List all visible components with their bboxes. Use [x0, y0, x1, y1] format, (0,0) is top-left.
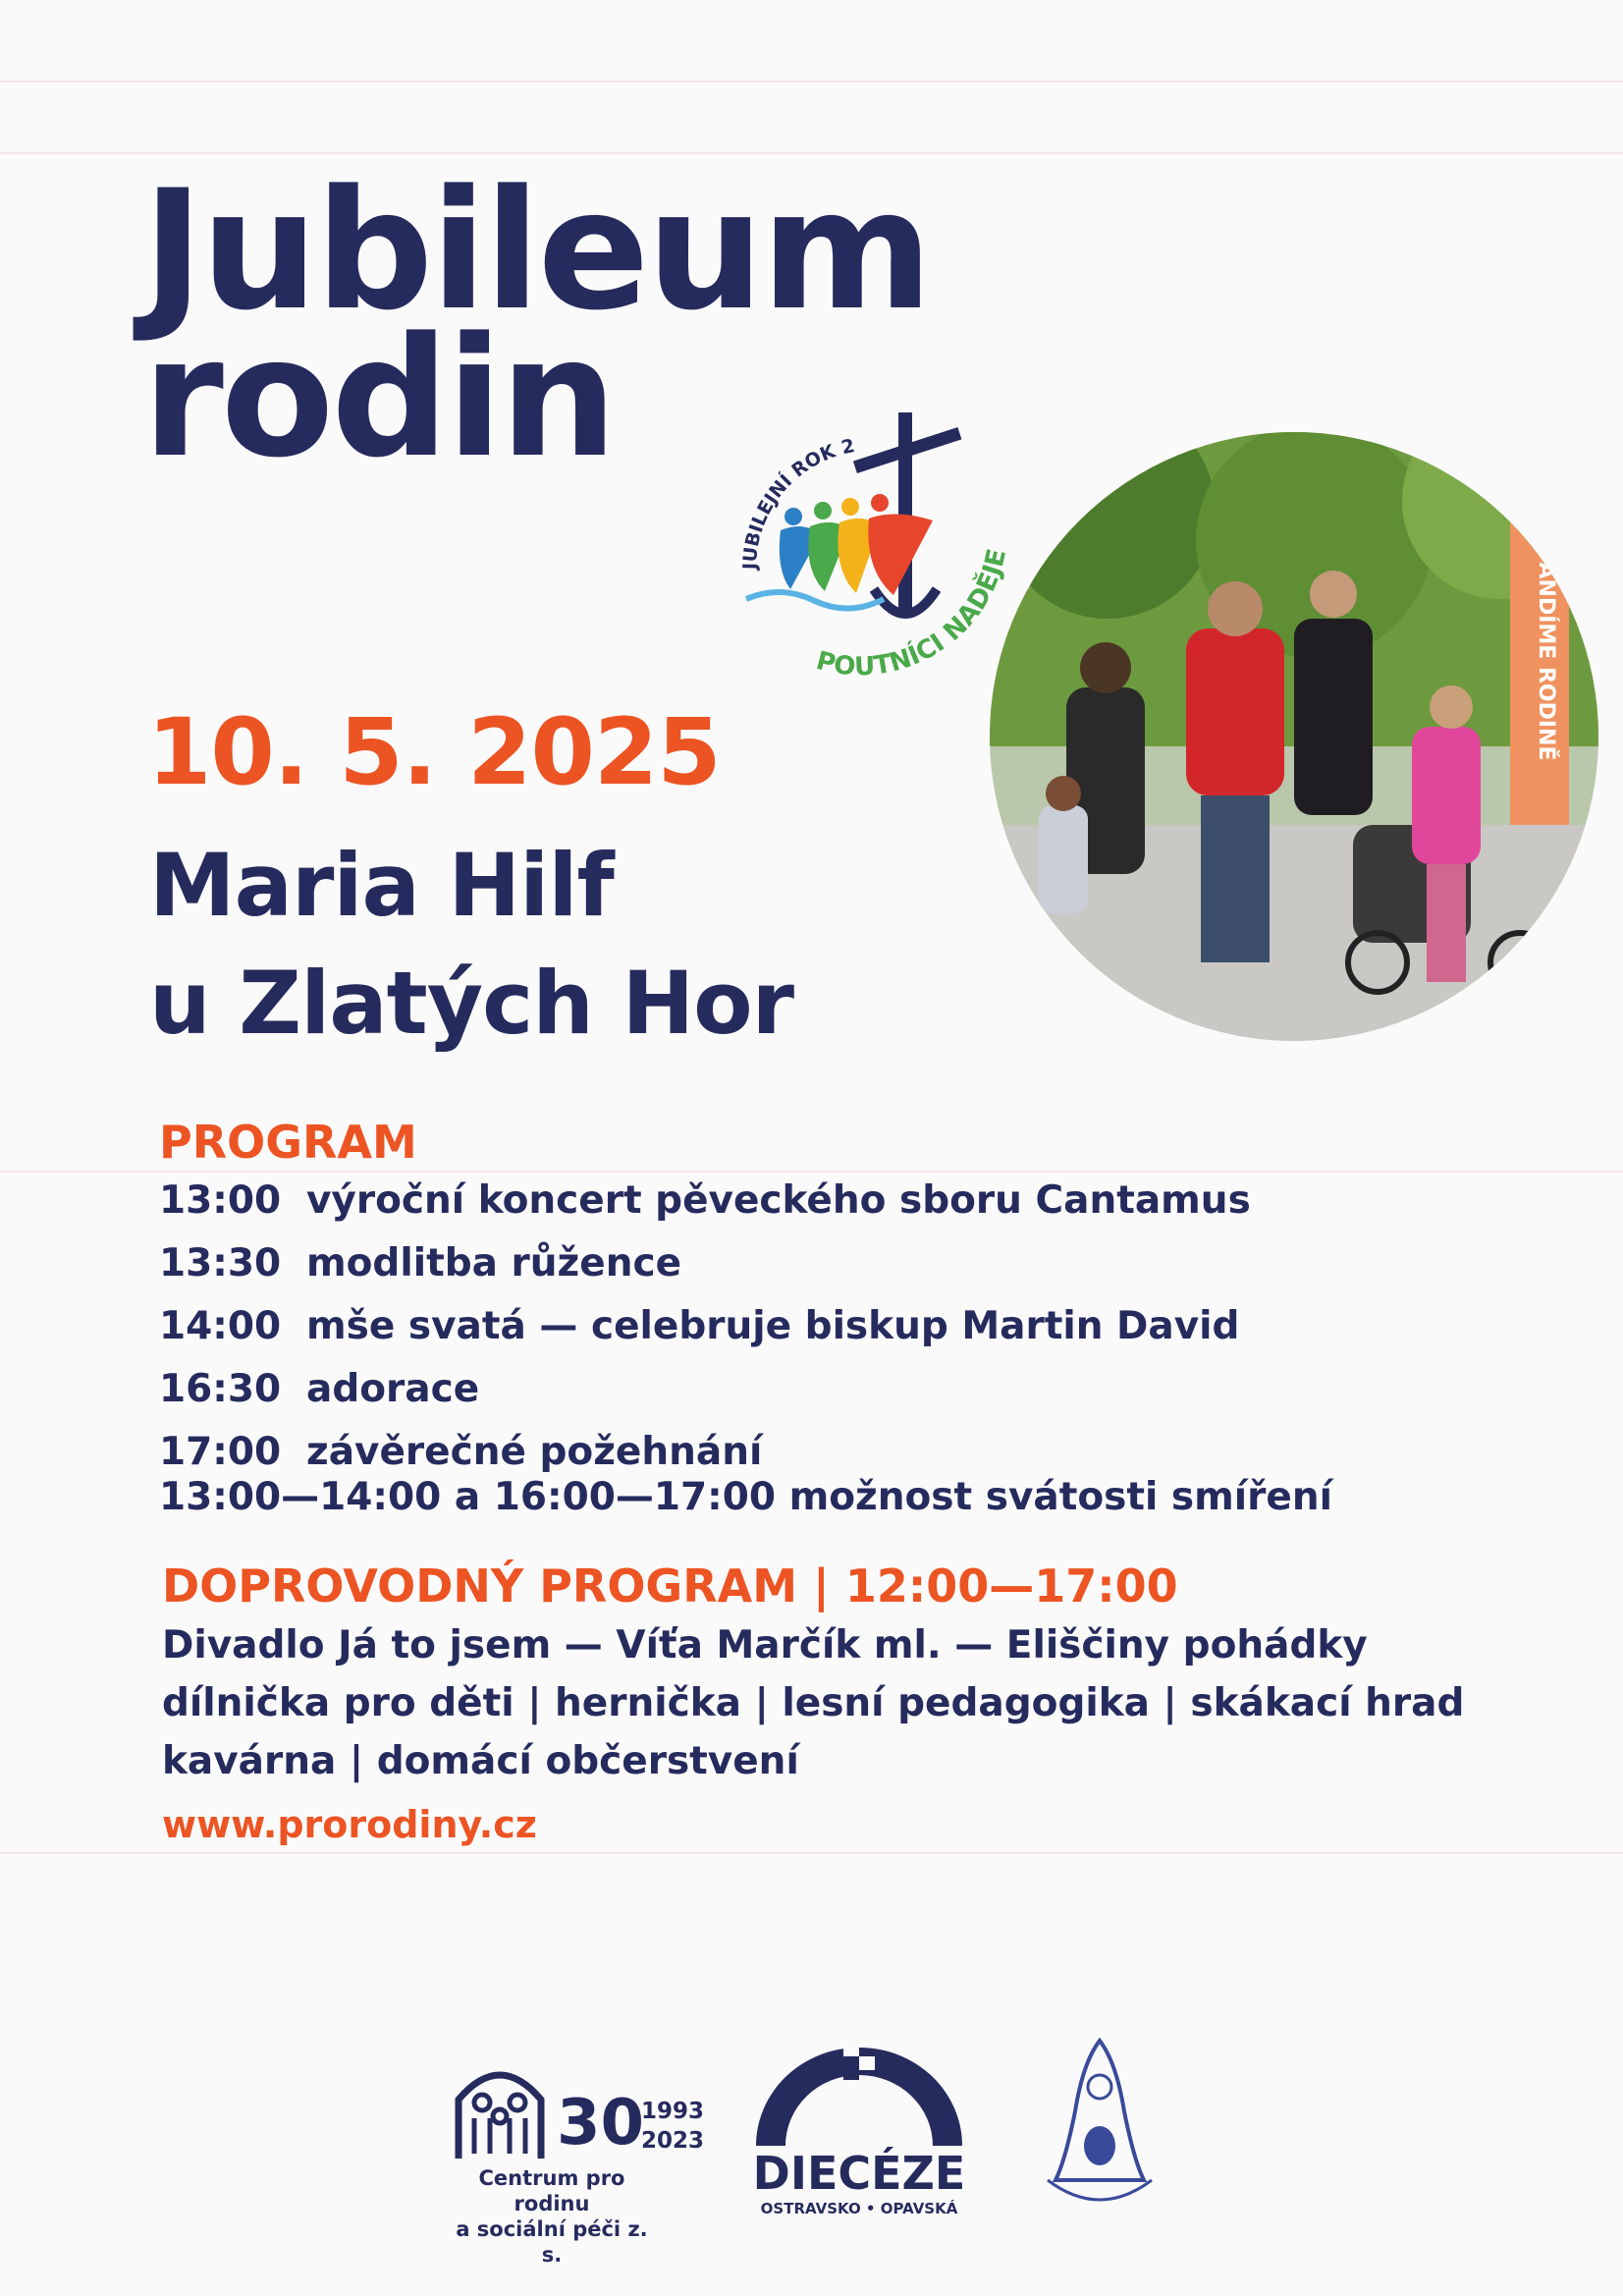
family-arch-icon — [451, 2055, 549, 2163]
schedule-text: výroční koncert pěveckého sboru Cantamus — [306, 1177, 1251, 1223]
schedule-row — [159, 1294, 1251, 1357]
place-line-2: u Zlatých Hor — [149, 953, 794, 1054]
diocese-sub: OSTRAVSKO • OPAVSKÁ — [760, 2200, 958, 2217]
program-heading: PROGRAM — [159, 1116, 417, 1169]
title-line-2: rodin — [142, 301, 615, 494]
scan-rule — [0, 81, 1623, 82]
banner-text: FANDÍME RODINĚ — [1534, 550, 1558, 761]
centrum-line-1: Centrum pro rodinu — [478, 2166, 625, 2215]
schedule-row — [159, 1420, 1251, 1483]
schedule-text: adorace — [306, 1366, 480, 1411]
logo-arc-top: JUBILEJNÍ ROK 2 — [738, 434, 857, 571]
schedule-row — [159, 1231, 1251, 1294]
confession-note: 13:00—14:00 a 16:00—17:00 možnost svátosti smíření — [159, 1475, 1332, 1519]
place-line-1: Maria Hilf — [149, 835, 614, 936]
centrum-logo — [447, 2048, 722, 2267]
diocese-logo — [741, 2043, 977, 2217]
accompanying-list — [162, 1616, 1464, 1790]
centrum-line-2: a sociální péči z. s. — [456, 2217, 648, 2267]
anniversary-years — [641, 2097, 704, 2156]
schedule-time: 14:00 — [159, 1303, 282, 1348]
jubilee-logo — [687, 373, 1041, 707]
schedule-row — [159, 1357, 1251, 1420]
program-schedule — [159, 1169, 1251, 1483]
schedule-time: 13:30 — [159, 1240, 282, 1285]
schedule-text: modlitba růžence — [306, 1240, 682, 1285]
diocese-name: DIECÉZE — [752, 2147, 966, 2200]
accompanying-line: kavárna | domácí občerstvení — [162, 1739, 799, 1783]
year-from: 1993 — [641, 2099, 705, 2124]
title-line-1: Jubileum — [142, 154, 931, 347]
schedule-time: 16:30 — [159, 1366, 282, 1411]
family-photo — [990, 432, 1598, 1041]
accompanying-line: Divadlo Já to jsem — Víťa Marčík ml. — Eliščiny pohádky — [162, 1623, 1368, 1667]
event-date: 10. 5. 2025 — [147, 699, 721, 806]
schedule-row — [159, 1169, 1251, 1231]
year-to: 2023 — [641, 2128, 705, 2154]
schedule-time: 17:00 — [159, 1429, 282, 1474]
arch-icon — [741, 2043, 977, 2151]
madonna-icon — [1036, 2033, 1163, 2219]
schedule-text: závěrečné požehnání — [306, 1429, 763, 1474]
schedule-text: mše svatá — celebruje biskup Martin David — [306, 1303, 1240, 1348]
maria-emblem — [1036, 2033, 1163, 2219]
website-link[interactable]: www.prorodiny.cz — [162, 1803, 537, 1846]
scan-rule — [0, 1852, 1623, 1854]
accompanying-line: dílnička pro děti | hernička | lesní pedagogika | skákací hrad — [162, 1681, 1465, 1725]
accompanying-heading: DOPROVODNÝ PROGRAM | 12:00—17:00 — [162, 1559, 1178, 1613]
schedule-time: 13:00 — [159, 1177, 282, 1223]
event-place — [149, 827, 793, 1063]
cross-anchor-pilgrims-icon — [687, 373, 1041, 707]
logo-arc-bottom: POUTNÍCI NADĚJE — [813, 546, 1013, 683]
anniversary-number: 30 — [557, 2087, 645, 2159]
centrum-label — [449, 2165, 655, 2268]
